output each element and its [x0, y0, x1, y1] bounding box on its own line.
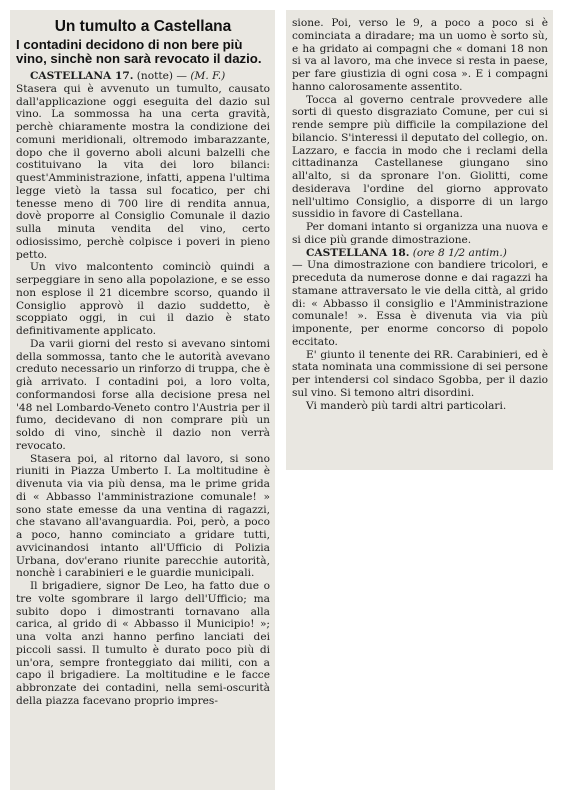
paragraph: Stasera poi, al ritorno dal lavoro, si sono riuniti in Piazza Umberto I. La moltitudine è divenuta via via più densa, ma le prime grida di « Abbasso l'amministrazione comunale! » sono state emesse da una ventina di ragazzi, che stavano all'avanguardia. Poi, però, a poco a poco, hanno cominciato a gridare tutti, avvicinandosi intanto all'Ufficio di Polizia Urbana, dov'erano riunite parecchie autorità, nonchè i carabinieri e le guardie municipali.: [16, 452, 270, 580]
paragraph: Stasera qui è avvenuto un tumulto, causato dall'applicazione oggi eseguita del dazio sul vino. La sommossa ha una certa gravità, perchè chiaramente mostra la condizione dei comuni meridionali, oltremodo imbarazzante, dopo che il governo aboli alcuni balzelli che costituivano la vita dei loro bilanci: quest'Amministrazione, infatti, appena l'ultima legge vietò la tassa sul focatico, per chi tenesse meno di 700 lire di rendita annua, dovè proporre al Consiglio Comunale il dazio sulla minuta vendita del vino, certo odiosissimo, perchè colpisce i poveri in pieno petto.: [16, 82, 270, 261]
dateline: CASTELLANA 18.: [306, 246, 410, 259]
paragraph: Da varii giorni del resto si avevano sintomi della sommossa, tanto che le autorità avevano creduto necessario un rinforzo di truppa, che è già arrivato. I contadini poi, a loro volta, conformandosi forse alla decisione presa nel '48 nel Lombardo-Veneto contro l'Austria per il fumo, decidevano di non comprare più un soldo di vino, sinchè il dazio non verrà revocato.: [16, 337, 270, 452]
article-subtitle: I contadini decidono di non bere più vino, sinchè non sarà revocato il dazio.: [16, 37, 262, 66]
article-title: Un tumulto a Castellana: [54, 18, 232, 35]
paragraph: Il brigadiere, signor De Leo, ha fatto due o tre volte sgombrare il largo dell'Ufficio; ma subito dopo i dimostranti tornavano alla carica, al grido di « Abbasso il Municipio! »; una volta anzi hanno perfino lanciati dei piccoli sassi. Il tumulto è durato poco più di un'ora, sempre fronteggiato dai militi, con a capo il brigadiere. La moltitudine e le facce abbronzate dei contadini, nella semi-oscurità della piazza facevano proprio impres-: [16, 580, 270, 707]
paragraph: Vi manderò più tardi altri particolari.: [306, 399, 507, 412]
article-column-right: [286, 10, 553, 470]
paragraph: E' giunto il tenente dei RR. Carabinieri, ed è stata nominata una commissione di sei persone per intendersi col sindaco Sgobba, per il dazio sul vino. Si temono altri disordini.: [292, 348, 548, 399]
paragraph-dispatch-17: [16, 70, 270, 83]
paragraph-dispatch-18: [292, 247, 548, 260]
article-column-left: [10, 10, 275, 790]
paragraph: Per domani intanto si organizza una nuova e si dice più grande dimostrazione.: [292, 221, 548, 246]
dispatch-time: (notte): [136, 70, 174, 82]
paragraph: Un vivo malcontento cominciò quindi a serpeggiare in seno alla popolazione, e se esso non esplose il 21 dicembre scorso, quando il Consiglio approvò il dazio suddetto, è scoppiato oggi, in cui il dazio è stato definitivamente applicato.: [16, 261, 270, 337]
paragraph: — Una dimostrazione con bandiere tricolori, e preceduta da numerose donne e dai ragazzi ha stamane attraversato le vie della città, al grido di: « Abbasso il consiglio e l'Amministrazione comunale! ». Essa è divenuta via via più imponente, per enorme concorso di popolo eccitato.: [292, 259, 548, 348]
paragraph: sione. Poi, verso le 9, a poco a poco si è cominciata a diradare; ma un uomo è sorto sù, e ha gridato ai compagni che « domani 18 non si va al lavoro, ma che invece si resta in paese, per fare giustizia di ogni cosa ». E i compagni hanno calorosamente assentito.: [292, 17, 548, 93]
dispatch-signature: — (M. F.): [176, 70, 226, 82]
dispatch-time: (ore 8 1/2 antim.): [412, 246, 507, 259]
dateline: CASTELLANA 17.: [30, 70, 134, 82]
paragraph: Tocca al governo centrale provvedere alle sorti di questo disgraziato Comune, per cui si rende sempre più difficile la compilazione del bilancio. S'interessi il deputato del collegio, on. Lazzaro, e faccia in modo che i reclami della cittadinanza Castellanese giungano sino all'alto, si da spronare l'on. Giolitti, come desiderava l'ordine del giorno approvato nell'ultimo Consiglio, a disporre di un largo sussidio in favore di Castellana.: [292, 93, 548, 221]
